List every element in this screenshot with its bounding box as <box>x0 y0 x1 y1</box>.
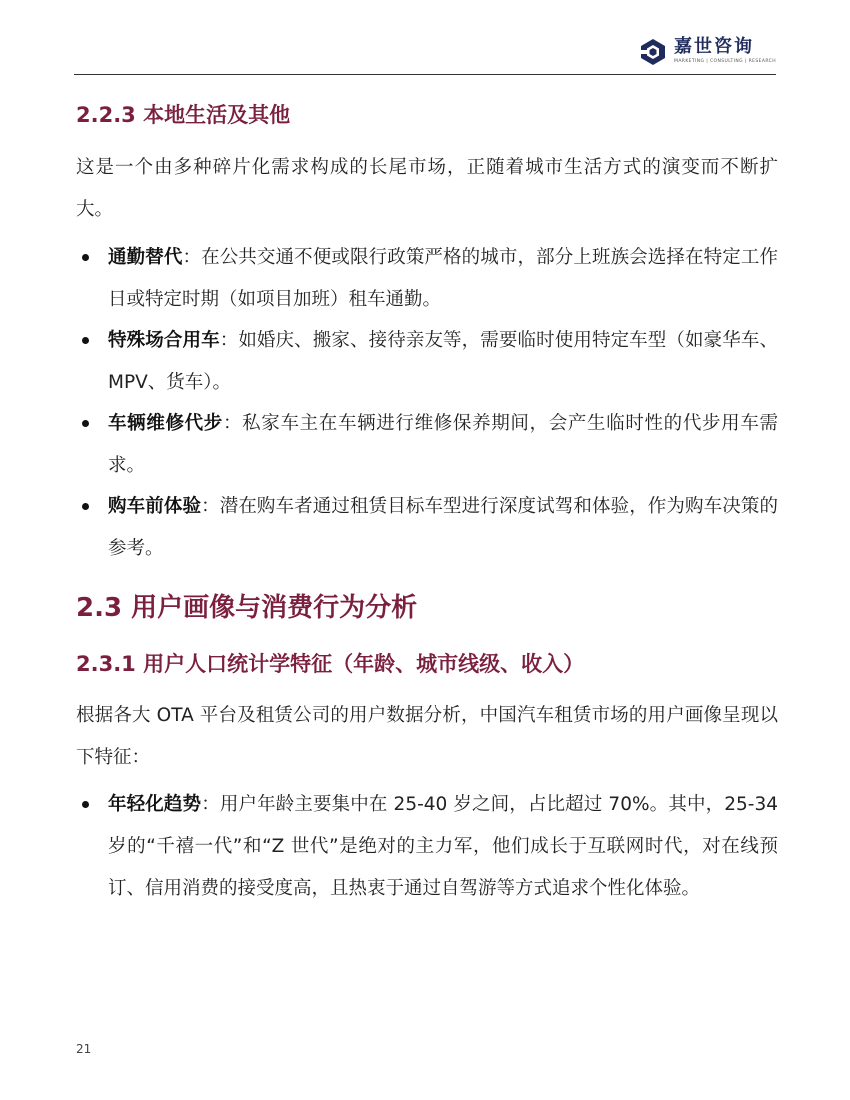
section-heading-2-2-3: 2.2.3 本地生活及其他 <box>76 103 291 127</box>
bullet-icon <box>82 337 89 344</box>
bullet-text: 在公共交通不便或限行政策严格的城市，部分上班族会选择在特定工作日或特定时期（如项目加班）租车通勤。 <box>108 247 778 310</box>
brand-name: 嘉世咨询 <box>674 36 755 57</box>
bullet-icon <box>82 420 89 427</box>
section-heading-2-3: 2.3 用户画像与消费行为分析 <box>76 593 418 623</box>
header-divider <box>74 74 776 75</box>
list-item <box>76 486 778 570</box>
list-item <box>76 403 778 487</box>
bullet-separator: ： <box>182 247 202 268</box>
section-2-3-1-intro: 根据各大 OTA 平台及租赁公司的用户数据分析，中国汽车租赁市场的用户画像呈现以下特征： <box>76 705 778 768</box>
bullet-term: 年轻化趋势 <box>108 794 202 815</box>
list-item <box>76 320 778 404</box>
bullet-term: 通勤替代 <box>108 247 183 268</box>
bullet-text: 用户年龄主要集中在 25-40 岁之间，占比超过 70%。其中，25-34 岁的“千禧一代”和“Z 世代”是绝对的主力军，他们成长于互联网时代，对在线预订、信用消费的接受度高，且热衷于通过自驾游等方式追求个性化体验。 <box>108 794 778 899</box>
bullet-term: 购车前体验 <box>108 496 202 517</box>
bullet-term: 特殊场合用车 <box>108 330 220 351</box>
bullet-icon <box>82 254 89 261</box>
bullet-separator: ： <box>201 794 220 815</box>
bullet-separator: ： <box>201 496 220 517</box>
bullet-icon <box>82 801 89 808</box>
bullet-separator: ： <box>222 413 243 434</box>
bullet-icon <box>82 503 89 510</box>
list-item <box>76 237 778 321</box>
brand-logo-icon <box>638 37 668 67</box>
page-number: 21 <box>76 1042 92 1056</box>
section-2-2-3-intro: 这是一个由多种碎片化需求构成的长尾市场，正随着城市生活方式的演变而不断扩大。 <box>76 157 778 220</box>
bullet-term: 车辆维修代步 <box>108 413 223 434</box>
brand-logo <box>638 36 776 70</box>
bullet-text: 私家车主在车辆进行维修保养期间，会产生临时性的代步用车需求。 <box>108 413 778 476</box>
brand-tagline: MARKETING | CONSULTING | RESEARCH <box>674 59 776 64</box>
bullet-text: 潜在购车者通过租赁目标车型进行深度试驾和体验，作为购车决策的参考。 <box>108 496 778 559</box>
bullet-separator: ： <box>219 330 239 351</box>
list-item <box>76 784 778 910</box>
section-heading-2-3-1: 2.3.1 用户人口统计学特征（年龄、城市线级、收入） <box>76 652 585 676</box>
page-header <box>74 34 776 74</box>
bullet-text: 如婚庆、搬家、接待亲友等，需要临时使用特定车型（如豪华车、MPV、货车）。 <box>108 330 778 393</box>
